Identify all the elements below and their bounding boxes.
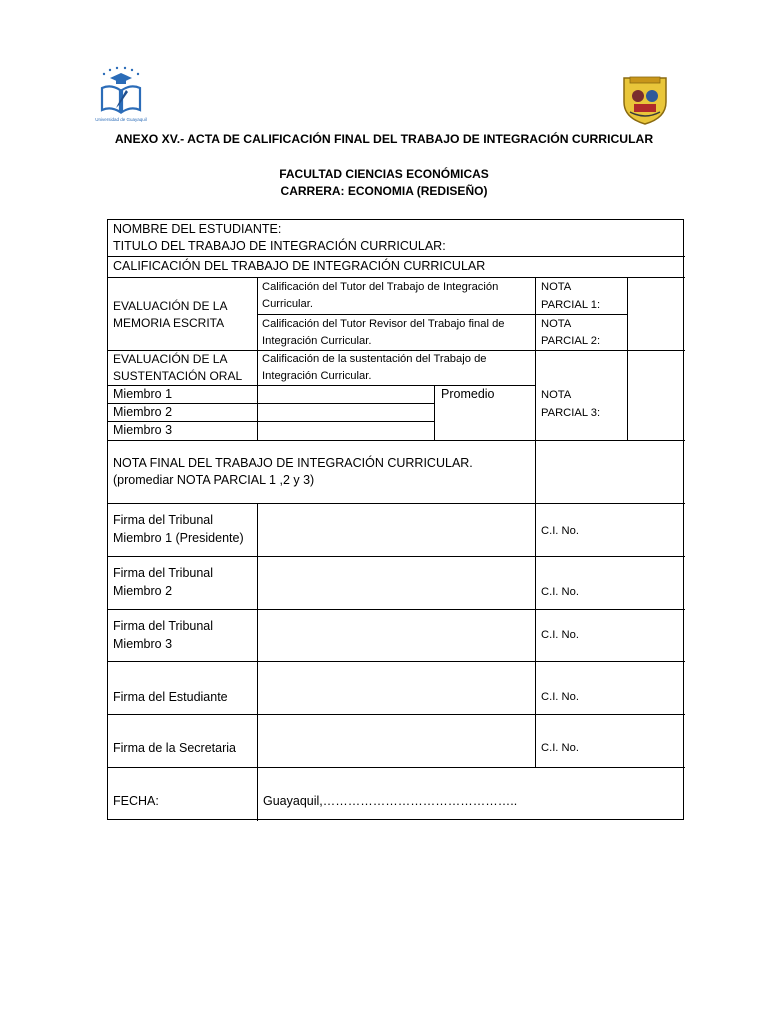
average-field[interactable]: [435, 404, 535, 440]
university-logo: [96, 64, 146, 128]
tutor-grade-line1: Calificación del Tutor del Trabajo de Integración: [262, 281, 499, 293]
signature-2-ci-label: C.I. No.: [541, 586, 579, 598]
signature-1-label-line1: Firma del Tribunal: [113, 513, 214, 527]
member3-label: Miembro 3: [113, 423, 173, 437]
member2-grade-field[interactable]: [258, 404, 434, 421]
faculty-crest-logo: [620, 74, 670, 126]
signature-secretary-ci-label: C.I. No.: [541, 742, 579, 754]
signature-secretary-field[interactable]: [258, 715, 535, 767]
partial3-label-line2: PARCIAL 3:: [541, 407, 601, 419]
partial3-label-line1: NOTA: [541, 389, 572, 401]
thesis-title-label: TITULO DEL TRABAJO DE INTEGRACIÓN CURRICULAR:: [113, 239, 446, 253]
final-grade-label-line2: (promediar NOTA PARCIAL 1 ,2 y 3): [113, 473, 315, 487]
signature-1-label-line2: Miembro 1 (Presidente): [113, 531, 244, 545]
signature-3-label-line2: Miembro 3: [113, 637, 173, 651]
career-name: CARRERA: ECONOMIA (REDISEÑO): [280, 184, 488, 198]
partial1-label-line2: PARCIAL 1:: [541, 299, 601, 311]
final-grade-field[interactable]: [536, 441, 684, 503]
oral-eval-label-line1: EVALUACIÓN DE LA: [113, 352, 228, 366]
partial1-grade-field[interactable]: [628, 278, 684, 314]
signature-student-ci-label: C.I. No.: [541, 691, 579, 703]
signature-1-ci-label: C.I. No.: [541, 525, 579, 537]
university-caption: Universidad de Guayaquil: [95, 117, 147, 122]
signature-secretary-label: Firma de la Secretaria: [113, 741, 236, 755]
partial2-label-line1: NOTA: [541, 318, 572, 330]
signature-student-field[interactable]: [258, 662, 535, 714]
written-eval-label-line2: MEMORIA ESCRITA: [113, 316, 225, 330]
defense-grade-line1: Calificación de la sustentación del Trabajo de: [262, 353, 487, 365]
tutor-grade-line2: Curricular.: [262, 298, 313, 310]
signature-2-field[interactable]: [258, 557, 535, 609]
grade-section-label: CALIFICACIÓN DEL TRABAJO DE INTEGRACIÓN CURRICULAR: [113, 259, 486, 273]
signature-student-label: Firma del Estudiante: [113, 690, 228, 704]
reviewer-grade-line1: Calificación del Tutor Revisor del Trabajo final de: [262, 318, 505, 330]
faculty-name: FACULTAD CIENCIAS ECONÓMICAS: [279, 167, 489, 181]
partial3-grade-field[interactable]: [628, 351, 684, 440]
oral-eval-label-line2: SUSTENTACIÓN ORAL: [113, 369, 243, 383]
member1-label: Miembro 1: [113, 387, 173, 401]
signature-3-label-line1: Firma del Tribunal: [113, 619, 214, 633]
reviewer-grade-line2: Integración Curricular.: [262, 335, 372, 347]
student-name-label: NOMBRE DEL ESTUDIANTE:: [113, 222, 282, 236]
member2-label: Miembro 2: [113, 405, 173, 419]
date-label: FECHA:: [113, 794, 159, 808]
defense-grade-line2: Integración Curricular.: [262, 370, 372, 382]
signature-3-field[interactable]: [258, 610, 535, 661]
member1-grade-field[interactable]: [258, 386, 434, 403]
final-grade-label-line1: NOTA FINAL DEL TRABAJO DE INTEGRACIÓN CURRICULAR.: [113, 456, 473, 470]
member3-grade-field[interactable]: [258, 422, 434, 440]
partial1-label-line1: NOTA: [541, 281, 572, 293]
signature-3-ci-label: C.I. No.: [541, 629, 579, 641]
signature-2-label-line2: Miembro 2: [113, 584, 173, 598]
partial2-grade-field[interactable]: [628, 315, 684, 350]
signature-1-field[interactable]: [258, 504, 535, 556]
partial2-label-line2: PARCIAL 2:: [541, 335, 601, 347]
grading-form: [107, 219, 684, 820]
average-label: Promedio: [441, 387, 495, 401]
document-title: ANEXO XV.- ACTA DE CALIFICACIÓN FINAL DEL TRABAJO DE INTEGRACIÓN CURRICULAR: [114, 132, 654, 146]
written-eval-label-line1: EVALUACIÓN DE LA: [113, 299, 228, 313]
date-value[interactable]: Guayaquil,………………………………………..: [263, 794, 518, 808]
signature-2-label-line1: Firma del Tribunal: [113, 566, 214, 580]
